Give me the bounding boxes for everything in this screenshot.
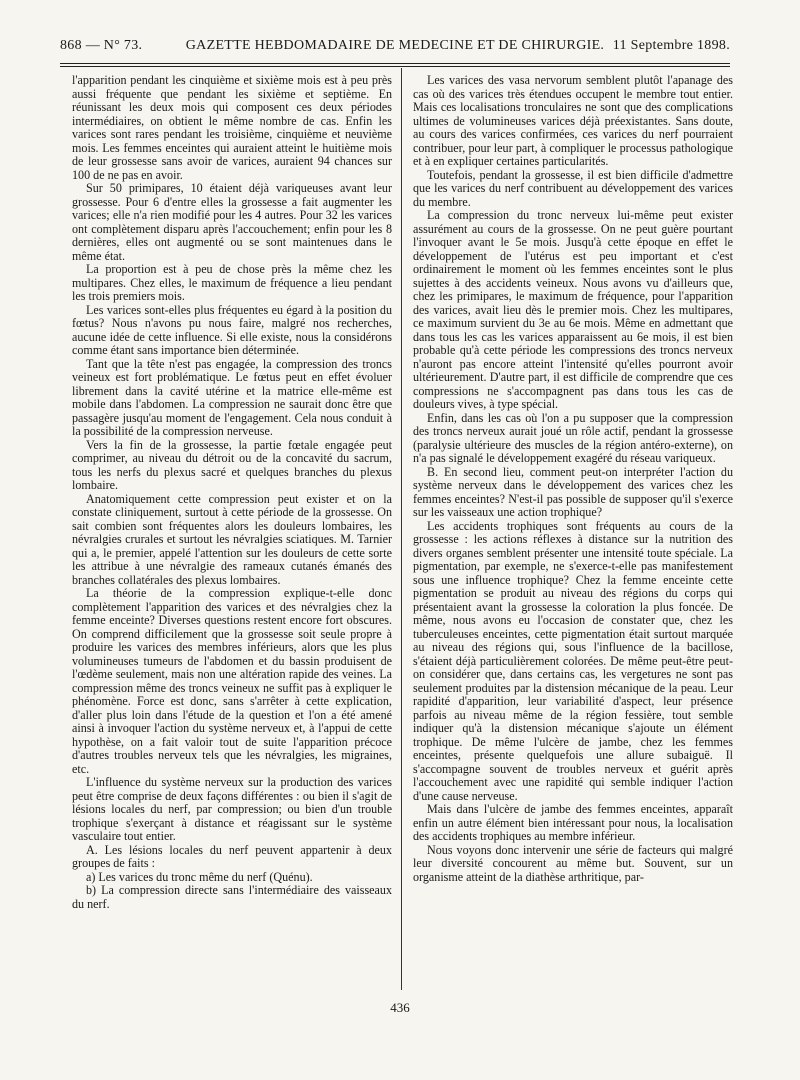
page-number: 868 — N° 73.: [60, 38, 143, 53]
paragraph: Mais dans l'ulcère de jambe des femmes enceintes, apparaît enfin un autre élément bien intéressant pour nous, la localisation des accidents trophiques au membre inférieur.: [413, 802, 733, 843]
header-rule-bottom: [60, 66, 730, 67]
paragraph: Les accidents trophiques sont fréquents au cours de la grossesse : les actions réflexes à distance sur la nutrition des divers organes semblent présenter une intensité toute spéciale. La pigmentation, par exemple, ne s'exerce-t-elle pas manifestement sous une influence trophique? Chez la femme enceinte cette pigmentation se produit au niveau des régions du corps qui présentaient avant la grossesse la coloration la plus foncée. De même, nous avons eu l'occasion de constater que, chez les tuberculeuses enceintes, cette pigmentation était surtout marquée au niveau des régions qui, sous l'influence de la bacillose, s'étaient déjà particulièrement colorées. De même peut-être peut-on considérer que, dans certains cas, les vergetures ne sont pas seulement produites par la distension mécanique de la peau. Leur rapidité d'apparition, leur variabilité d'aspect, leur présence parfois au niveau même de la région fessière, tout semble indiquer qu'à la distension mécanique s'ajoute un élément trophique. De même l'ulcère de jambe, chez les femmes enceintes, présente quelquefois une allure subaiguë. Il s'accompagne souvent de troubles nerveux et guérit après l'accouchement avec une rapidité qui semble indiquer l'action d'une cause nerveuse.: [413, 518, 733, 803]
paragraph: L'influence du système nerveux sur la production des varices peut être comprise de deux façons différentes : ou bien il s'agit de lésions locales du nerf, par compression; ou bien d'un trouble trophique s'exerçant à distance et réagissant sur le système vasculaire tout entier.: [72, 775, 392, 843]
paragraph: Les varices des vasa nervorum semblent plutôt l'apanage des cas où des varices très étendues occupent le membre tout entier. Mais ces localisations tronculaires ne sont que des complications ultimes de volumineuses varices déjà préexistantes. Sans doute, au cours des varices confirmées, ces varices du nerf pourraient contribuer, pour leur part, à compliquer le processus pathologique et à en expliquer certaines particularités.: [413, 74, 733, 168]
paragraph: B. En second lieu, comment peut-on interpréter l'action du système nerveux dans le développement des varices chez les femmes enceintes? N'est-il pas possible de supposer qu'il s'exerce sur les vaisseaux une action trophique?: [413, 464, 733, 519]
paragraph: La proportion est à peu de chose près la même chez les multipares. Chez elles, le maximum de fréquence a lieu pendant les trois premiers mois.: [72, 262, 392, 303]
right-column: [413, 74, 733, 984]
left-column: [72, 74, 392, 984]
paragraph: Tant que la tête n'est pas engagée, la compression des troncs veineux est fort problématique. Le fœtus peut en effet évoluer librement dans la cavité utérine et la matrice elle-même est mobile dans l'abdomen. La compression ne saurait donc être que passagère jusqu'au moment de l'engagement. Cela nous conduit à la possibilité de la compression nerveuse.: [72, 356, 392, 438]
paragraph: Toutefois, pendant la grossesse, il est bien difficile d'admettre que les varices du nerf contribuent au développement des varices du membre.: [413, 167, 733, 209]
folio-number: 436: [390, 1000, 410, 1015]
list-item: b) La compression directe sans l'intermédiaire des vaisseaux du nerf.: [72, 883, 392, 911]
issue-date: 11 Septembre 1898.: [612, 38, 730, 53]
header-rule-top: [60, 63, 730, 64]
paragraph: Enfin, dans les cas où l'on a pu supposer que la compression des troncs nerveux aurait joué un rôle actif, pendant la grossesse (paralysie ultérieure des muscles de la région antéro-externe), on n'a pas signalé le développement exagéré du réseau variqueux.: [413, 410, 733, 465]
paragraph: l'apparition pendant les cinquième et sixième mois est à peu près aussi fréquente que pendant les sixième et septième. En réunissant les deux mois qui composent ces deux périodes intermédiaires, on obtient le même nombre de cas. Enfin les varices sont rares pendant les troisième, cinquième et neuvième mois. Les femmes enceintes qui auraient atteint le huitième mois de leur grossesse sans avoir de varices, auraient 94 chances sur 100 de ne pas en avoir.: [72, 74, 392, 182]
paragraph: Nous voyons donc intervenir une série de facteurs qui malgré leur diversité concourent au même but. Souvent, sur un organisme atteint de la diathèse arthritique, par-: [413, 842, 733, 884]
paragraph: Vers la fin de la grossesse, la partie fœtale engagée peut comprimer, au niveau du détroit ou de la concavité du sacrum, tous les nerfs du plexus sacré et quelques branches du plexus lombaire.: [72, 437, 392, 492]
journal-title: GAZETTE HEBDOMADAIRE DE MEDECINE ET DE CHIRURGIE.: [185, 38, 605, 53]
paragraph: Anatomiquement cette compression peut exister et on la constate cliniquement, surtout à cette période de la grossesse. On sait combien sont fréquentes alors les douleurs lombaires, les névralgies crurales et surtout les névralgies sciatiques. M. Tarnier qui a, le premier, appelé l'attention sur les douleurs de cette sorte les attribue à une névralgie des rameaux cutanés émanés des branches collatérales des plexus lombaires.: [72, 491, 392, 587]
column-divider: [401, 68, 402, 990]
paragraph: La théorie de la compression explique-t-elle donc complètement l'apparition des varices et des névralgies chez la femme enceinte? Diverses questions restent encore fort obscures. On comprend difficilement que la grossesse soit seule propre à produire les varices des membres inférieurs, alors que les plus volumineuses tumeurs de l'abdomen et du bassin produisent de l'œdème seulement, mais non une altération rapide des veines. La compression même des troncs veineux ne suffit pas à expliquer le phénomène. Force est donc, sans s'arrêter à cette explication, d'aller plus loin dans l'étude de la question et l'on a été amené ainsi à invoquer l'action du système nerveux et, à l'appui de cette hypothèse, on a fait valoir tout de suite l'apparition précoce d'autres troubles nerveux tels que les névralgies, les migraines, etc.: [72, 586, 392, 776]
paragraph: Sur 50 primipares, 10 étaient déjà variqueuses avant leur grossesse. Pour 6 d'entre elles la grossesse a fait augmenter les varices; elle n'a rien modifié pour les 4 autres. Pour 32 les varices ont complètement disparu après l'accouchement; enfin pour les 8 dernières, elles ont augmenté ou se sont maintenues dans le même état.: [72, 181, 392, 263]
paragraph: Les varices sont-elles plus fréquentes eu égard à la position du fœtus? Nous n'avons pu nous faire, malgré nos recherches, aucune idée de cette influence. Si elle existe, nous la considérons comme étant sans importance bien déterminée.: [72, 302, 392, 357]
paragraph: La compression du tronc nerveux lui-même peut exister assurément au cours de la grossesse. On ne peut guère pourtant l'invoquer avant le 5e mois. Jusqu'à cette époque en effet le développement de l'utérus est peu important et c'est ordinairement le moment où les femmes enceintes sont le plus sujettes à des accidents veineux. Nous avons vu d'ailleurs que, chez les primipares, le maximum de fréquence, pour l'apparition des varices, avait lieu dès le premier mois. Chez les multipares, ce maximum survient du 3e au 6e mois. Même en admettant que dans tous les cas les varices apparaissent au 6e mois, il est bien probable qu'à cette période les compressions des troncs nerveux n'auront pas encore atteint l'intensité qu'elles pourront avoir ultérieurement. D'autre part, il est difficile de comprendre que ces compressions ne s'accompagnent pas dans tous les cas de douleurs vives, à type spécial.: [413, 208, 733, 411]
paragraph: A. Les lésions locales du nerf peuvent appartenir à deux groupes de faits :: [72, 842, 392, 870]
list-item: a) Les varices du tronc même du nerf (Quénu).: [86, 869, 313, 884]
running-head: [60, 38, 730, 60]
